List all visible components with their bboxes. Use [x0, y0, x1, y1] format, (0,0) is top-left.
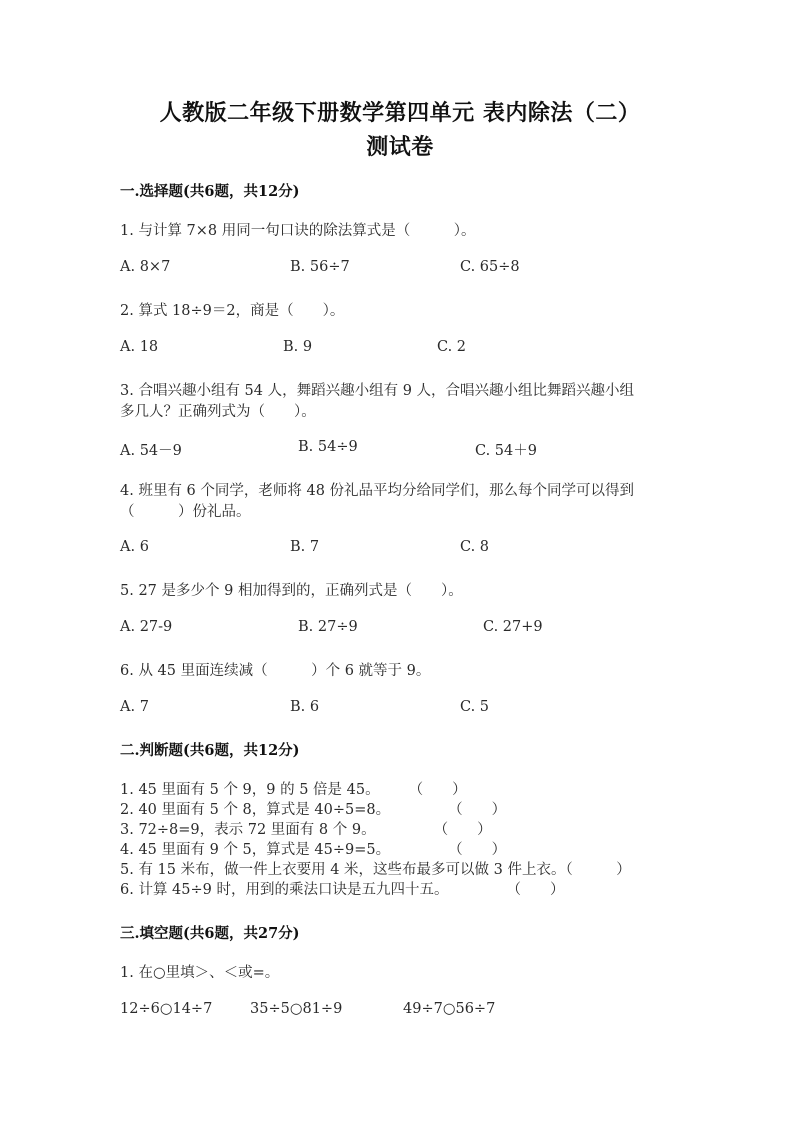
question-stem: 5. 27 是多少个 9 相加得到的，正确列式是（ ）。 — [120, 583, 463, 599]
question-stem-continued: 多几人？正确列式为（ ）。 — [120, 404, 316, 420]
option-a: A. 6 — [120, 539, 149, 555]
judgement-item: 5. 有 15 米布，做一件上衣要用 4 米，这些布最多可以做 3 件上衣。（ ） — [120, 862, 631, 878]
judgement-item: 6. 计算 45÷9 时，用到的乘法口诀是五九四十五。 （ ） — [120, 882, 565, 898]
judgement-item: 1. 45 里面有 5 个 9，9 的 5 倍是 45。 （ ） — [120, 782, 467, 798]
option-b: B. 9 — [283, 339, 313, 355]
question-stem-continued: （ ）份礼品。 — [120, 504, 251, 520]
option-b: B. 27÷9 — [298, 619, 358, 635]
worksheet-title: 人教版二年级下册数学第四单元 表内除法（二） — [159, 100, 641, 126]
judgement-item: 2. 40 里面有 5 个 8，算式是 40÷5=8。 （ ） — [120, 802, 507, 818]
comparison-expression: 12÷6○14÷7 — [120, 1001, 213, 1017]
question-stem: 4. 班里有 6 个同学，老师将 48 份礼品平均分给同学们，那么每个同学可以得到 — [120, 483, 635, 499]
question-stem: 1. 与计算 7×8 用同一句口诀的除法算式是（ ）。 — [120, 223, 476, 239]
section-heading-judgement: 二.判断题(共6题，共12分) — [120, 742, 300, 759]
worksheet-subtitle: 测试卷 — [366, 134, 434, 160]
question-stem: 2. 算式 18÷9＝2，商是（ ）。 — [120, 303, 345, 319]
option-c: C. 5 — [460, 699, 490, 715]
option-b: B. 54÷9 — [298, 439, 358, 455]
option-a: A. 8×7 — [120, 259, 171, 275]
option-a: A. 18 — [120, 339, 159, 355]
judgement-item: 3. 72÷8=9，表示 72 里面有 8 个 9。 （ ） — [120, 822, 492, 838]
option-c: C. 54＋9 — [475, 443, 537, 459]
comparison-expression: 49÷7○56÷7 — [403, 1001, 496, 1017]
option-b: B. 7 — [290, 539, 320, 555]
option-a: A. 7 — [120, 699, 149, 715]
comparison-expression: 35÷5○81÷9 — [250, 1001, 343, 1017]
option-a: A. 54－9 — [120, 443, 182, 459]
question-stem: 6. 从 45 里面连续减（ ）个 6 就等于 9。 — [120, 663, 431, 679]
option-c: C. 65÷8 — [460, 259, 520, 275]
section-heading-choice: 一.选择题(共6题，共12分) — [120, 183, 300, 200]
option-b: B. 6 — [290, 699, 320, 715]
option-b: B. 56÷7 — [290, 259, 350, 275]
option-c: C. 2 — [437, 339, 467, 355]
question-stem: 1. 在○里填＞、＜或=。 — [120, 965, 280, 981]
option-a: A. 27-9 — [120, 619, 173, 635]
section-heading-fill-blank: 三.填空题(共6题，共27分) — [120, 925, 300, 942]
question-stem: 3. 合唱兴趣小组有 54 人，舞蹈兴趣小组有 9 人，合唱兴趣小组比舞蹈兴趣小组 — [120, 383, 635, 399]
option-c: C. 27+9 — [483, 619, 543, 635]
judgement-item: 4. 45 里面有 9 个 5，算式是 45÷9=5。 （ ） — [120, 842, 507, 858]
option-c: C. 8 — [460, 539, 490, 555]
